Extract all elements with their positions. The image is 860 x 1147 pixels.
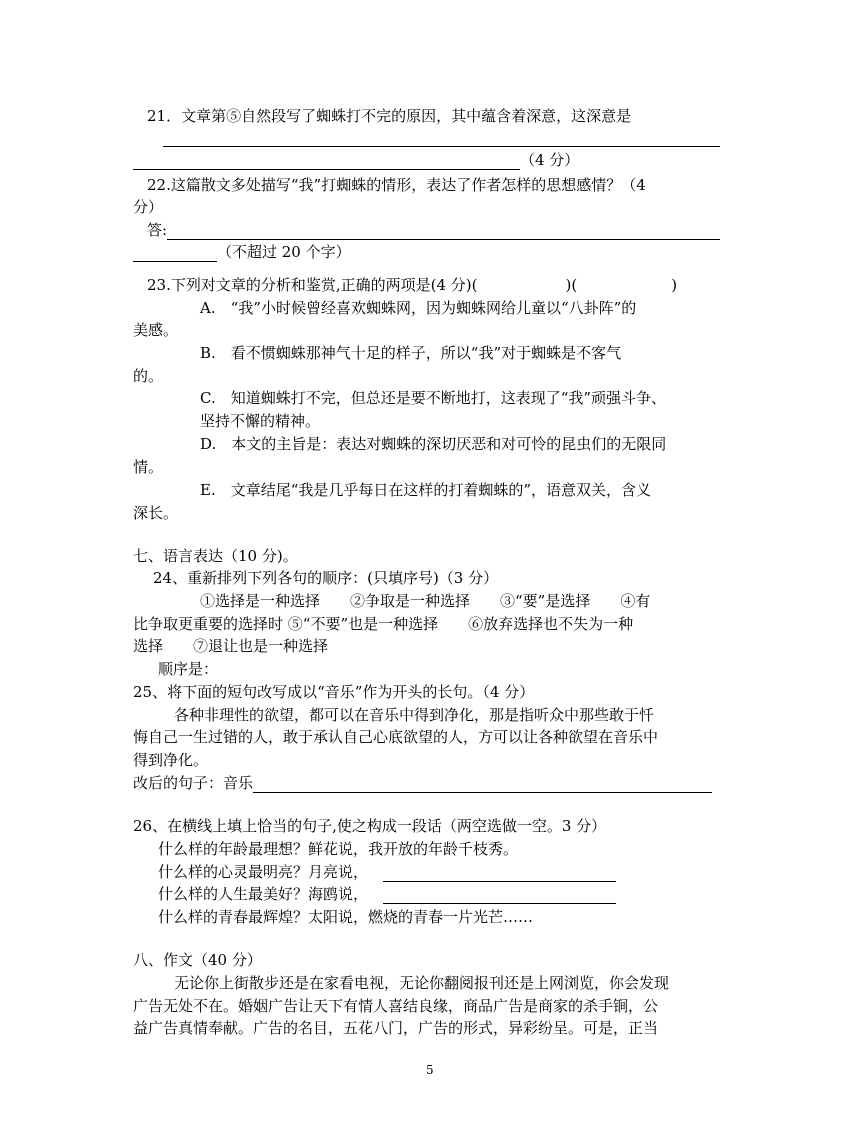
- q25-answer-label: 改后的句子：音乐: [133, 774, 254, 792]
- q25-question: 25、将下面的短句改写成以“音乐”作为开头的长句。（4 分）: [133, 683, 535, 701]
- q23-option-c-cont: 坚持不懈的精神。: [200, 412, 321, 430]
- q22-answer-blank[interactable]: [167, 224, 720, 240]
- q26-blank-1[interactable]: [383, 866, 616, 882]
- q22-answer-blank-2[interactable]: [133, 246, 217, 262]
- q24-sentences-2: 比争取更重要的选择时 ⑤“不要”也是一种选择 ⑥放弃选择也不失为一种: [133, 615, 634, 633]
- q23-stem: 23.下列对文章的分析和鉴赏,正确的两项是(4 分)(: [147, 276, 478, 294]
- q22-answer-label: 答:: [147, 221, 168, 239]
- q22-question: 22.这篇散文多处描写“我”打蜘蛛的情形，表达了作者怎样的思想感情？（4: [147, 176, 646, 194]
- section-8-title: 八、作文（40 分）: [133, 951, 262, 969]
- essay-prompt-3: 益广告真情奉献。广告的名目，五花八门，广告的形式，异彩纷呈。可是，正当: [133, 1019, 659, 1037]
- q21-score: （4 分）: [520, 151, 580, 169]
- q26-question: 26、在横线上填上恰当的句子,使之构成一段话（两空选做一空。3 分）: [133, 817, 607, 835]
- q22-answer-row-2: [133, 242, 351, 262]
- q26-line-3-text: 什么样的人生最美好？海鸥说，: [158, 885, 369, 903]
- q24-sentences-3: 选择 ⑦退让也是一种选择: [133, 637, 329, 655]
- q23-option-b-cont: 的。: [133, 367, 164, 385]
- q21-answer-line-2: [133, 150, 579, 170]
- q25-text-2: 悔自己一生过错的人，敢于承认自己心底欲望的人，方可以让各种欲望在音乐中: [133, 728, 659, 746]
- q25-text-3: 得到净化。: [133, 751, 209, 769]
- q26-line-2-text: 什么样的心灵最明亮？月亮说，: [158, 863, 369, 881]
- q23-option-e: E. 文章结尾“我是几乎每日在这样的打着蜘蛛的”，语意双关，含义: [200, 481, 652, 499]
- q26-line-1: 什么样的年龄最理想？鲜花说，我开放的年龄千枝秀。: [158, 840, 519, 858]
- q23-option-a-cont: 美感。: [133, 321, 179, 339]
- q25-answer-blank[interactable]: [253, 777, 712, 793]
- q21-answer-line-1[interactable]: [163, 146, 720, 147]
- q25-text-1: 各种非理性的欲望，都可以在音乐中得到净化，那是指听众中那些敢于忏: [174, 706, 655, 724]
- q23-option-d: D. 本文的主旨是：表达对蜘蛛的深切厌恶和对可怜的昆虫们的无限同: [200, 435, 667, 453]
- q23-stem-mid: )(: [565, 276, 578, 294]
- q22-limit: （不超过 20 个字）: [217, 243, 351, 261]
- q21-answer-blank[interactable]: [133, 154, 520, 170]
- q24-order-label: 顺序是：: [158, 660, 219, 678]
- q24-question: 24、重新排列下列各句的顺序：(只填序号)（3 分）: [153, 569, 499, 587]
- q24-sentences-1: ①选择是一种选择 ②争取是一种选择 ③“要”是选择 ④有: [200, 592, 651, 610]
- q22-question-cont: 分）: [133, 198, 164, 216]
- essay-prompt-1: 无论你上街散步还是在家看电视，无论你翻阅报刊还是上网浏览，你会发现: [174, 974, 670, 992]
- q21-question: 21．文章第⑤自然段写了蜘蛛打不完的原因，其中蕴含着深意，这深意是: [147, 107, 632, 125]
- q23-option-c: C. 知道蜘蛛打不完，但总还是要不断地打，这表现了“我”顽强斗争、: [200, 389, 667, 407]
- q26-line-4: 什么样的青春最辉煌？太阳说，燃烧的青春一片光芒……: [158, 908, 534, 926]
- q26-line-2: [158, 862, 616, 882]
- q25-answer-row: [133, 773, 712, 793]
- essay-prompt-2: 广告无处不在。婚姻广告让天下有情人喜结良缘，商品广告是商家的杀手锏，公: [133, 997, 659, 1015]
- q23-option-e-cont: 深长。: [133, 504, 179, 522]
- q22-answer-row: [147, 220, 720, 240]
- section-7-title: 七、语言表达（10 分)。: [133, 547, 298, 565]
- q23-stem-end: ): [671, 276, 678, 294]
- page-number: 5: [426, 1063, 434, 1077]
- q23-option-b: B. 看不惯蜘蛛那神气十足的样子，所以“我”对于蜘蛛是不客气: [200, 344, 622, 362]
- q26-blank-2[interactable]: [383, 888, 616, 904]
- q23-question: [147, 275, 677, 295]
- q26-line-3: [158, 884, 616, 904]
- q23-option-a: A. “我”小时候曾经喜欢蜘蛛网，因为蜘蛛网给儿童以“八卦阵”的: [200, 299, 637, 317]
- q23-option-d-cont: 情。: [133, 458, 164, 476]
